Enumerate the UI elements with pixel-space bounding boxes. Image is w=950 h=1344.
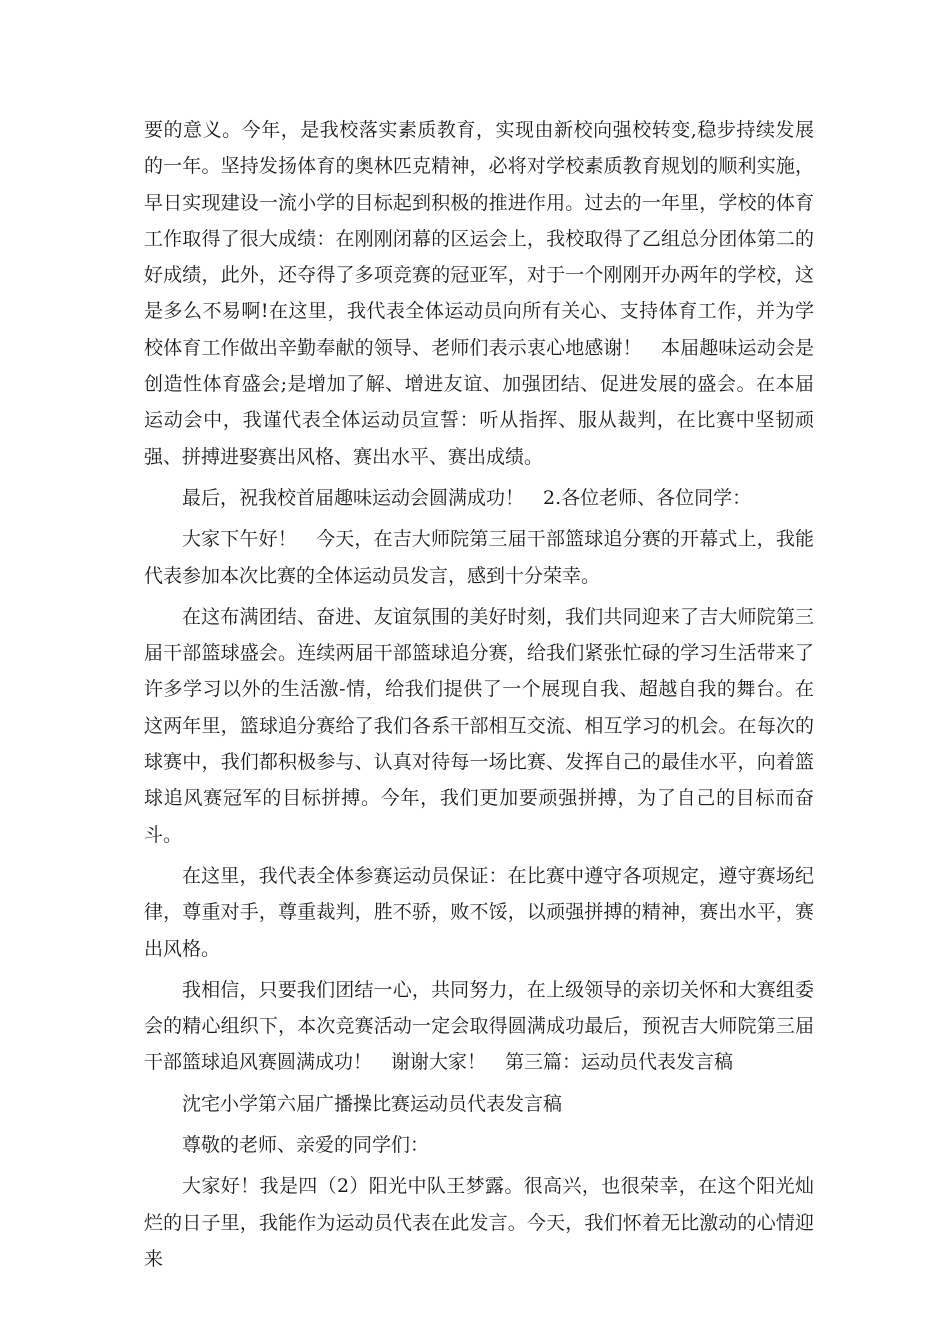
paragraph-5: 在这里，我代表全体参赛运动员保证：在比赛中遵守各项规定，遵守赛场纪律，尊重对手，尊重裁判，胜不骄，败不馁，以顽强拼搏的精神，赛出水平，赛出风格。 (144, 864, 814, 960)
paragraph-8: 尊敬的老师、亲爱的同学们： (182, 1134, 430, 1157)
paragraph-1: 要的意义。今年，是我校落实素质教育，实现由新校向强校转变,稳步持续发展的一年。坚持发扬体育的奥林匹克精神，必将对学校素质教育规划的顺利实施，早日实现建设一流小学的目标起到积极的推进作用。过去的一年里，学校的体育工作取得了很大成绩：在刚刚闭幕的区运会上，我校取得了乙组总分团体第二的好成绩，此外，还夺得了多项竞赛的冠亚军，对于一个刚刚开办两年的学校，这是多么不易啊!在这里，我代表全体运动员向所有关心、支持体育工作，并为学校体育工作做出辛勤奉献的领导、老师们表示衷心地感谢！ 本届趣味运动会是创造性体育盛会;是增加了解、增进友谊、加强团结、促进发展的盛会。在本届运动会中，我谨代表全体运动员宣誓：听从指挥、服从裁判，在比赛中坚韧顽强、拼搏进娶赛出风格、赛出水平、赛出成绩。 (144, 119, 814, 468)
paragraph-9: 大家好！我是四（2）阳光中队王梦露。很高兴，也很荣幸，在这个阳光灿烂的日子里，我能作为运动员代表在此发言。今天，我们怀着无比激动的心情迎来 (144, 1175, 814, 1270)
paragraph-4: 在这布满团结、奋进、友谊氛围的美好时刻，我们共同迎来了吉大师院第三届干部篮球盛会。连续两届干部篮球追分赛，给我们紧张忙碌的学习生活带来了许多学习以外的生活激-情，给我们提供了一个展现自我、超越自我的舞台。在这两年里，篮球追分赛给了我们各系干部相互交流、相互学习的机会。在每次的球赛中，我们都积极参与、认真对待每一场比赛、发挥自己的最佳水平，向着篮球追风赛冠军的目标拼搏。今年，我们更加要顽强拼搏，为了自己的目标而奋斗。 (144, 605, 814, 846)
paragraph-3: 大家下午好！ 今天，在吉大师院第三届干部篮球追分赛的开幕式上，我能代表参加本次比赛的全体运动员发言，感到十分荣幸。 (144, 528, 814, 587)
paragraph-6: 我相信，只要我们团结一心，共同努力，在上级领导的亲切关怀和大赛组委会的精心组织下，本次竞赛活动一定会取得圆满成功最后，预祝吉大师院第三届干部篮球追风赛圆满成功！ 谢谢大家！ 第三篇：运动员代表发言稿 (144, 978, 814, 1074)
paragraph-2: 最后，祝我校首届趣味运动会圆满成功！ 2.各位老师、各位同学： (182, 486, 752, 509)
document-body (144, 112, 814, 1282)
paragraph-7: 沈宅小学第六届广播操比赛运动员代表发言稿 (182, 1092, 563, 1115)
